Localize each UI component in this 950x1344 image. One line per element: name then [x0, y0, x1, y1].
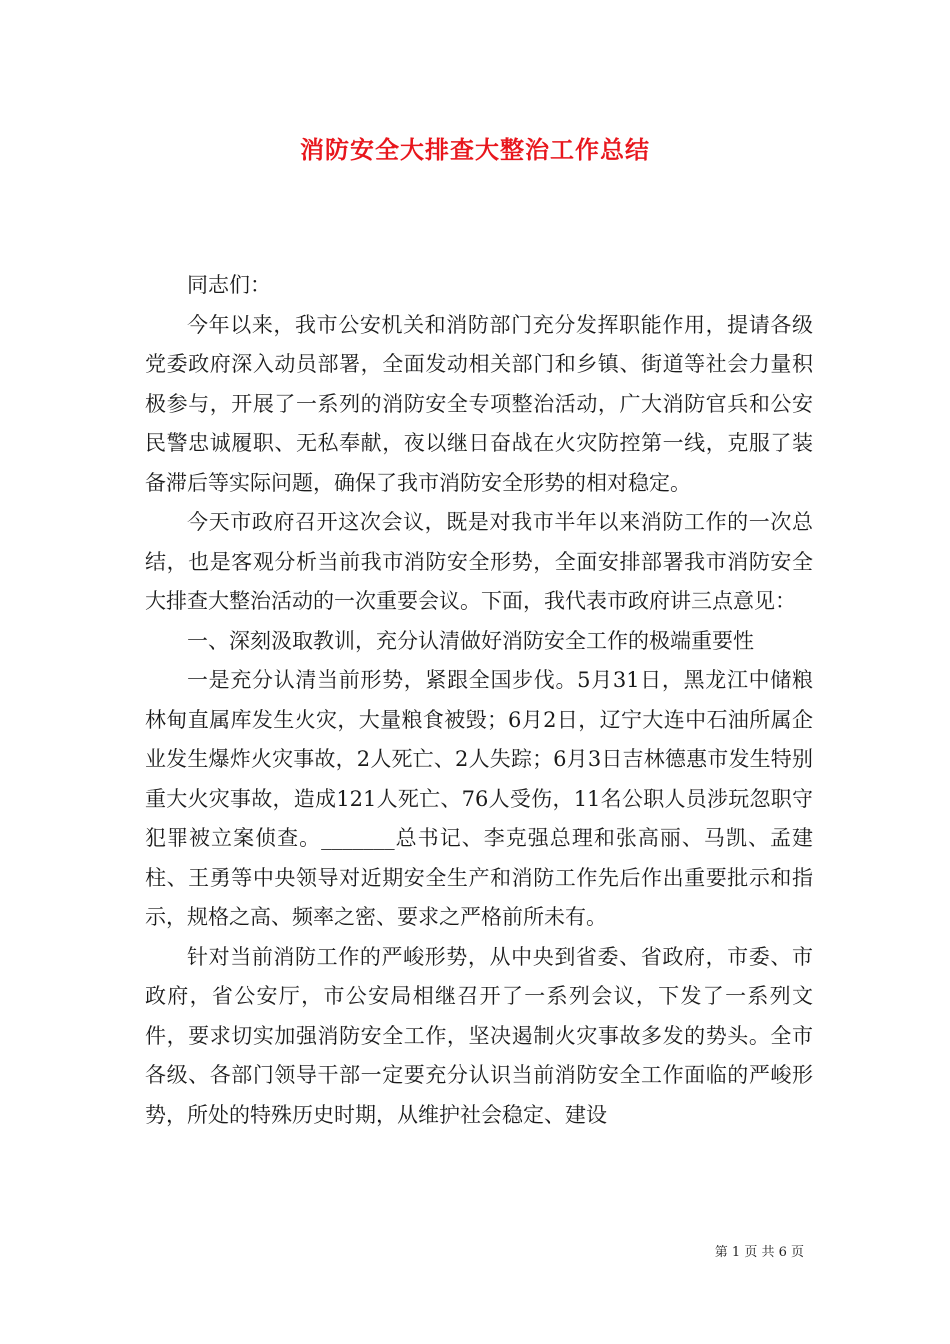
paragraph: 针对当前消防工作的严峻形势，从中央到省委、省政府，市委、市政府，省公安厅，市公安局相继召开了一系列会议，下发了一系列文件，要求切实加强消防安全工作，坚决遏制火灾事故多发的势头。全市各级、各部门领导干部一定要充分认识当前消防安全工作面临的严峻形势，所处的特殊历史时期，从维护社会稳定、建设 — [145, 944, 813, 1127]
document-body — [145, 266, 813, 1135]
paragraph: 一是充分认清当前形势，紧跟全国步伐。5月31日，黑龙江中储粮林甸直属库发生火灾，大量粮食被毁；6月2日，辽宁大连中石油所属企业发生爆炸火灾事故，2人死亡、2人失踪；6月3日吉林德惠市发生特别重大火灾事故，造成121人死亡、76人受伤，11名公职人员涉玩忽职守犯罪被立案侦查。_______总书记、李克强总理和张高丽、马凯、孟建柱、王勇等中央领导对近期安全生产和消防工作先后作出重要批示和指示，规格之高、频率之密、要求之严格前所未有。 — [145, 668, 813, 929]
paragraph: 今天市政府召开这次会议，既是对我市半年以来消防工作的一次总结，也是客观分析当前我市消防安全形势，全面安排部署我市消防安全大排查大整治活动的一次重要会议。下面，我代表市政府讲三点意见： — [145, 510, 813, 613]
salutation: 同志们： — [187, 273, 271, 297]
paragraph: 今年以来，我市公安机关和消防部门充分发挥职能作用，提请各级党委政府深入动员部署，全面发动相关部门和乡镇、街道等社会力量积极参与，开展了一系列的消防安全专项整治活动，广大消防官兵和公安民警忠诚履职、无私奉献，夜以继日奋战在火灾防控第一线，克服了装备滞后等实际问题，确保了我市消防安全形势的相对稳定。 — [145, 312, 813, 495]
section-heading: 一、深刻汲取教训，充分认清做好消防安全工作的极端重要性 — [187, 628, 754, 653]
document-title: 消防安全大排查大整治工作总结 — [300, 135, 650, 164]
page-number: 第 1 页 共 6 页 — [714, 1245, 804, 1260]
